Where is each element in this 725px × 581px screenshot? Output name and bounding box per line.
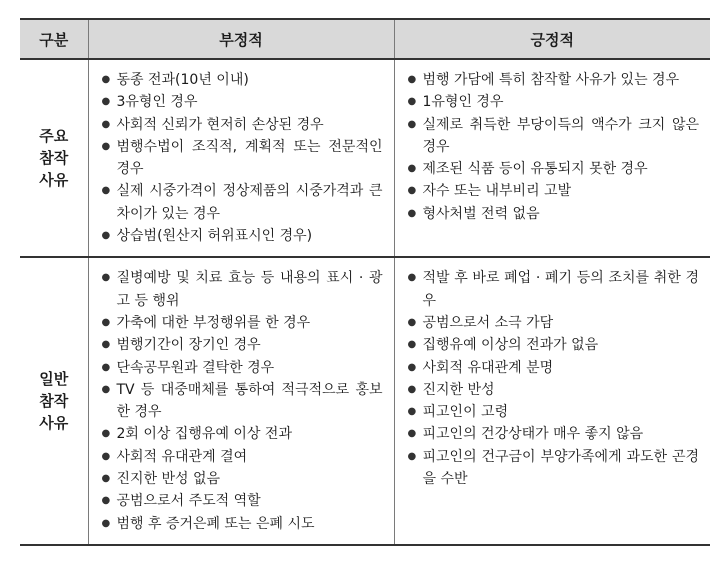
category-line: 참작 (39, 149, 69, 168)
category-line: 일반 (39, 370, 69, 389)
list-item: ● 형사처벌 전력 없음 (408, 203, 700, 225)
list-item: ● TV 등 대중매체를 통하여 적극적으로 홍보한 경우 (102, 379, 383, 424)
list-item: ● 실제 시중가격이 정상제품의 시중가격과 큰 차이가 있는 경우 (102, 180, 383, 225)
category-line: 참작 (39, 392, 69, 411)
list-item: ● 제조된 식품 등이 유통되지 못한 경우 (408, 158, 700, 180)
list-item: ● 범행수법이 조직적, 계획적 또는 전문적인 경우 (102, 136, 383, 181)
list-item: ● 사회적 신뢰가 현저히 손상된 경우 (102, 114, 383, 136)
list-item: ● 2회 이상 집행유예 이상 전과 (102, 423, 383, 445)
positive-list (396, 259, 710, 498)
positive-list (396, 61, 710, 233)
list-item: ● 공범으로서 소극 가담 (408, 312, 700, 334)
list-item: ● 질병예방 및 치료 효능 등 내용의 표시 · 광고 등 행위 (102, 267, 383, 312)
header-negative: 부정적 (88, 19, 394, 59)
list-item: ● 진지한 반성 (408, 379, 700, 401)
positive-cell (394, 59, 710, 257)
negative-cell (88, 59, 394, 257)
negative-cell (88, 257, 394, 545)
category-line: 사유 (39, 171, 69, 190)
category-cell (20, 59, 88, 257)
list-item: ● 피고인의 건강상태가 매우 좋지 않음 (408, 423, 700, 445)
negative-list (90, 61, 393, 255)
header-row (20, 19, 710, 59)
list-item: ● 3유형인 경우 (102, 91, 383, 113)
list-item: ● 피고인의 건구금이 부양가족에게 과도한 곤경을 수반 (408, 446, 700, 491)
list-item: ● 범행 후 증거은폐 또는 은폐 시도 (102, 513, 383, 535)
list-item: ● 집행유예 이상의 전과가 없음 (408, 334, 700, 356)
list-item: ● 자수 또는 내부비리 고발 (408, 180, 700, 202)
list-item: ● 1유형인 경우 (408, 91, 700, 113)
list-item: ● 동종 전과(10년 이내) (102, 69, 383, 91)
list-item: ● 사회적 유대관계 분명 (408, 357, 700, 379)
negative-list (90, 259, 393, 543)
list-item: ● 진지한 반성 없음 (102, 468, 383, 490)
category-cell (20, 257, 88, 545)
list-item: ● 상습범(원산지 허위표시인 경우) (102, 225, 383, 247)
table-row-major-factors (20, 59, 710, 257)
header-positive: 긍정적 (394, 19, 710, 59)
list-item: ● 단속공무원과 결탁한 경우 (102, 357, 383, 379)
list-item: ● 범행기간이 장기인 경우 (102, 334, 383, 356)
list-item: ● 가축에 대한 부정행위를 한 경우 (102, 312, 383, 334)
table-row-general-factors (20, 257, 710, 545)
list-item: ● 실제로 취득한 부당이득의 액수가 크지 않은 경우 (408, 114, 700, 159)
list-item: ● 사회적 유대관계 결여 (102, 446, 383, 468)
category-line: 사유 (39, 414, 69, 433)
list-item: ● 적발 후 바로 폐업 · 폐기 등의 조치를 취한 경우 (408, 267, 700, 312)
positive-cell (394, 257, 710, 545)
list-item: ● 공범으로서 주도적 역할 (102, 490, 383, 512)
category-line: 주요 (39, 127, 69, 146)
sentencing-factors-table (20, 18, 710, 546)
list-item: ● 범행 가담에 특히 참작할 사유가 있는 경우 (408, 69, 700, 91)
list-item: ● 피고인이 고령 (408, 401, 700, 423)
header-category: 구분 (20, 19, 88, 59)
